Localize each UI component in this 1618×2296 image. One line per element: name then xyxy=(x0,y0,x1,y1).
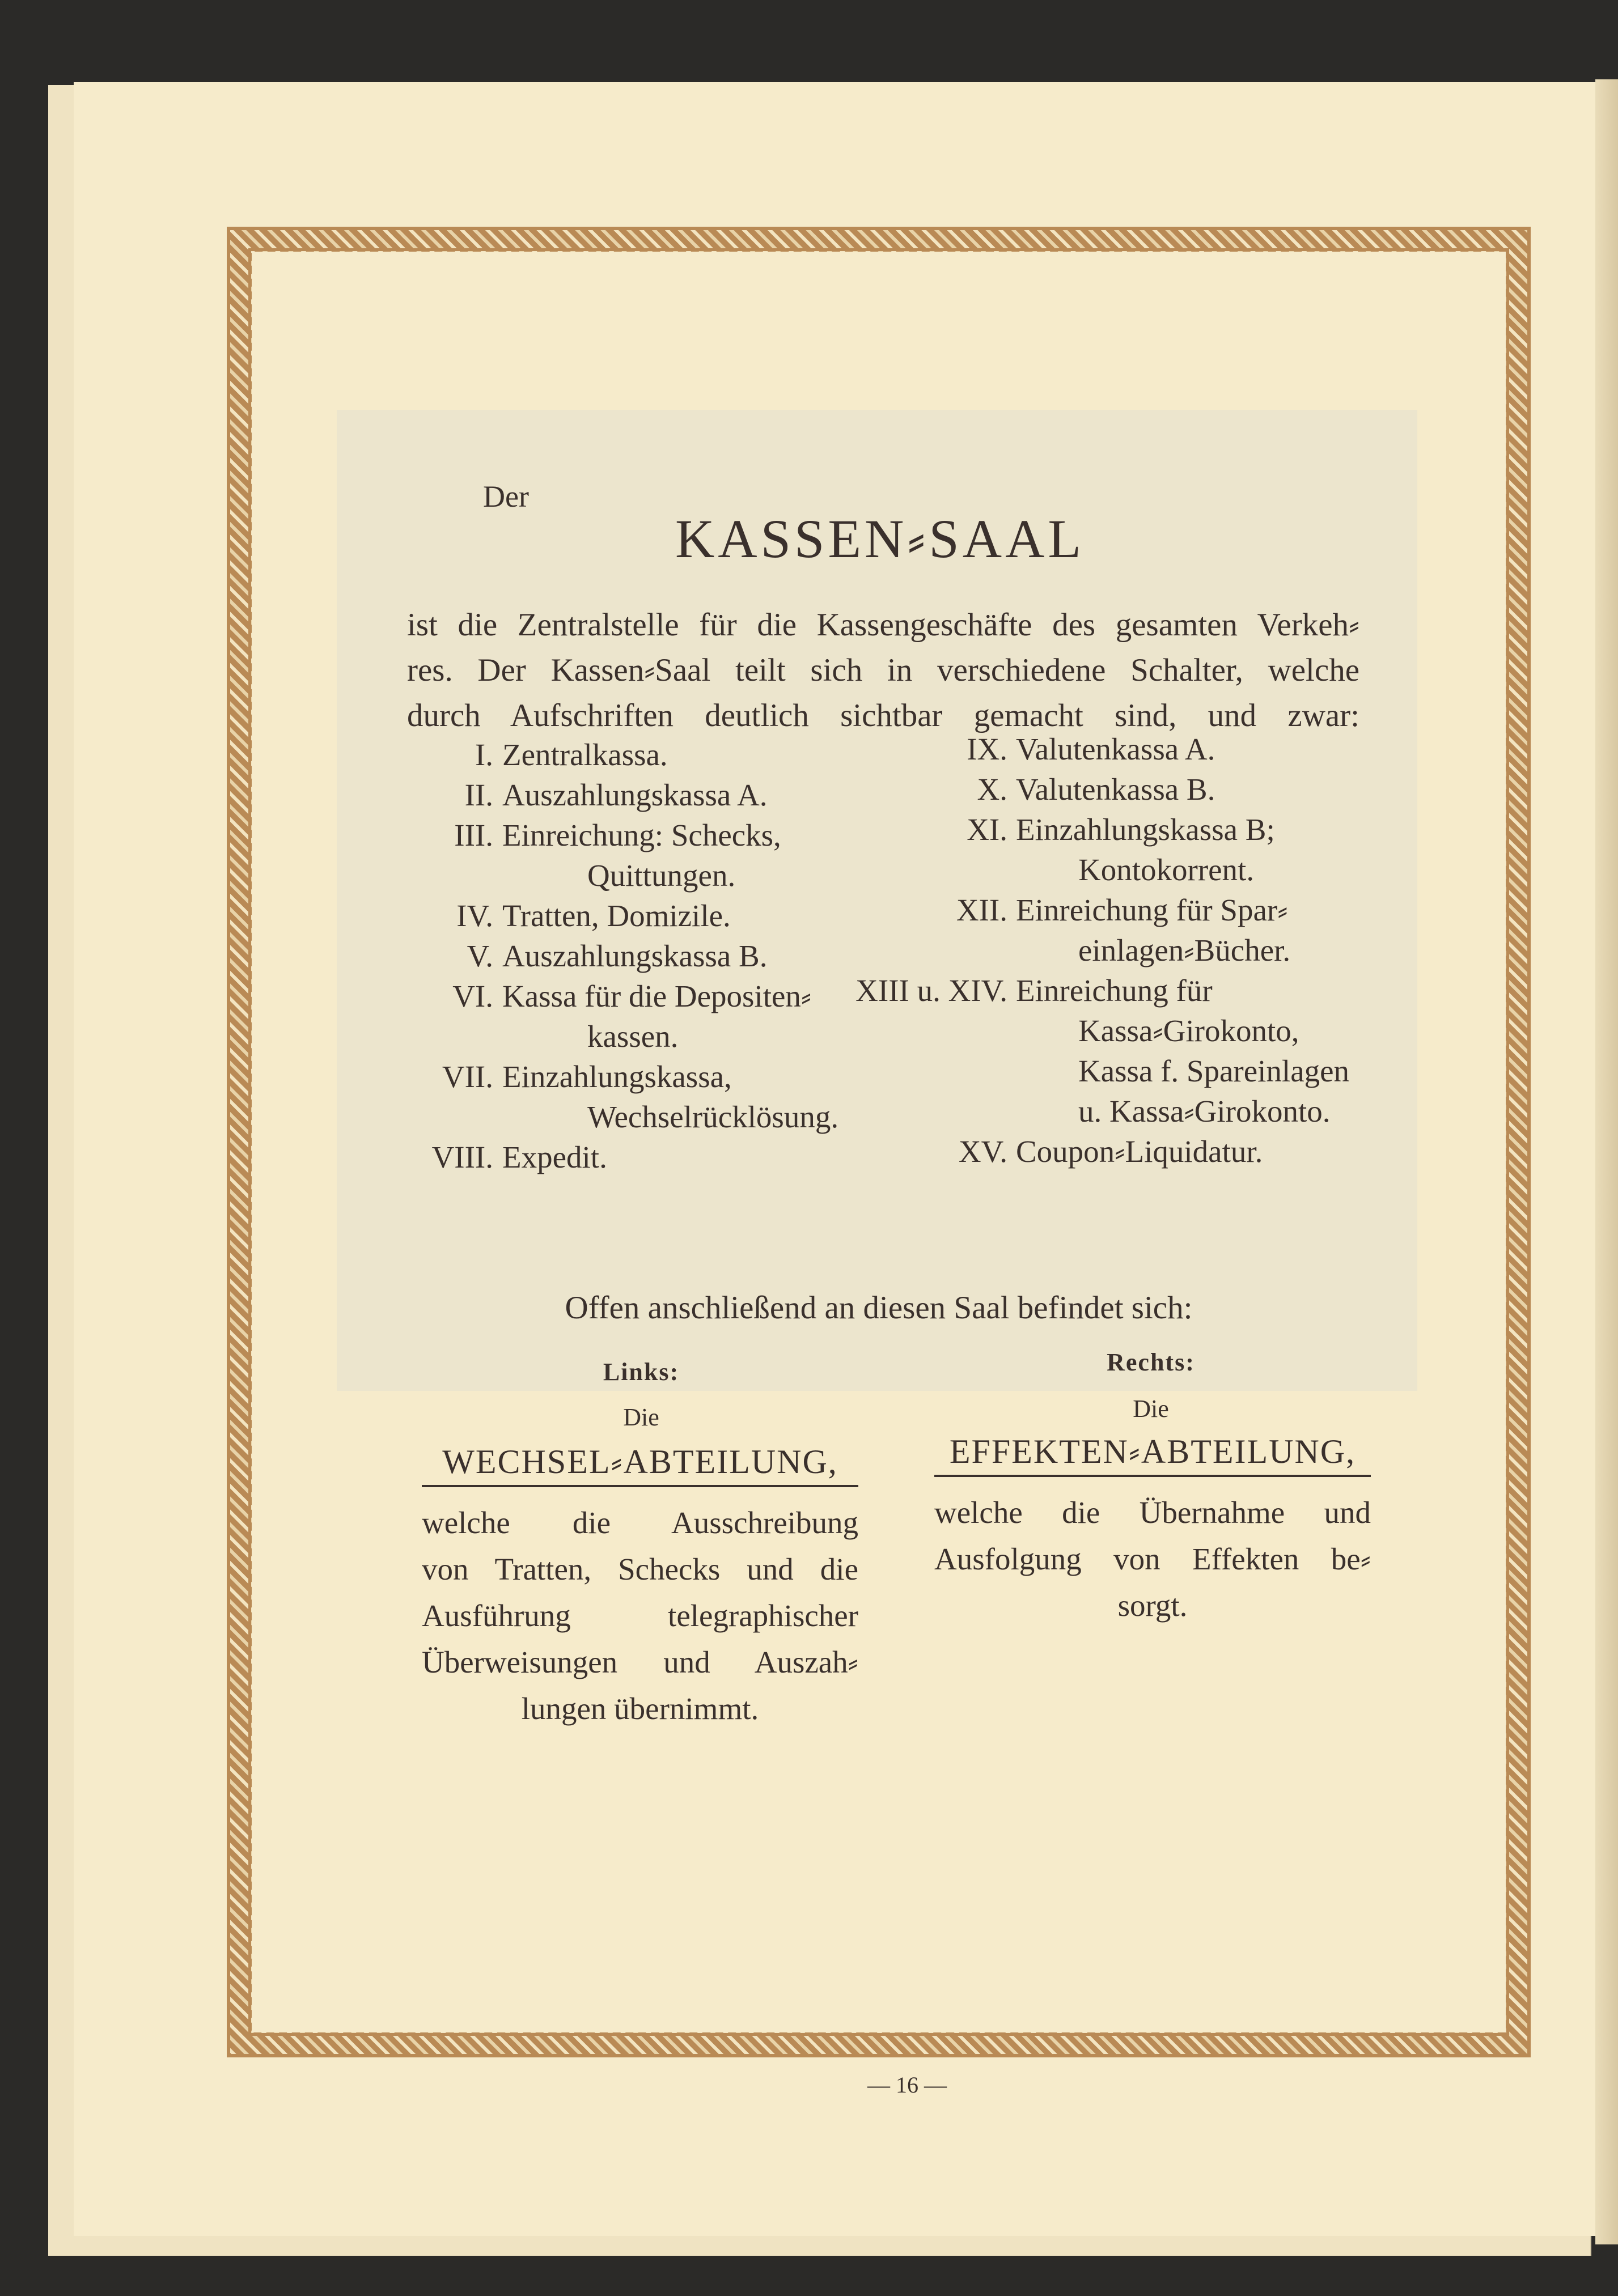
underline xyxy=(422,1485,858,1487)
effekten-abteilung-heading: EFFEKTEN⸗ABTEILUNG, xyxy=(949,1433,1356,1470)
list-numeral: X. xyxy=(977,772,1007,807)
list-item-text: Kontokorrent. xyxy=(1078,852,1255,887)
description-line: lungen übernimmt. xyxy=(521,1691,759,1726)
list-item-text: Quittungen. xyxy=(587,858,736,893)
list-numeral: VI. xyxy=(452,979,493,1013)
list-numeral: I. xyxy=(475,737,493,772)
intro-line: ist die Zentralstelle für die Kassengeschäfte des gesamten Verkeh⸗ xyxy=(407,607,1359,643)
list-item-text: Einreichung für Spar⸗ xyxy=(1016,893,1288,927)
right-die: Die xyxy=(1133,1395,1169,1423)
right-page-edge xyxy=(1595,79,1618,2244)
list-item-text: u. Kassa⸗Girokonto. xyxy=(1078,1094,1331,1128)
list-numeral: XI. xyxy=(967,812,1007,847)
list-item-text: Kassa f. Spareinlagen xyxy=(1078,1054,1350,1088)
list-item-text: Kassa⸗Girokonto, xyxy=(1078,1013,1299,1048)
intro-der: Der xyxy=(483,479,529,513)
description-line: Ausfolgung von Effekten be⸗ xyxy=(934,1542,1371,1576)
list-item-text: Valutenkassa A. xyxy=(1016,732,1215,766)
list-numeral: IV. xyxy=(456,898,493,933)
description-line: Ausführung telegraphischer xyxy=(422,1598,858,1633)
description-line: sorgt. xyxy=(1117,1588,1188,1623)
list-item-text: Valutenkassa B. xyxy=(1016,772,1215,807)
list-item-text: kassen. xyxy=(587,1019,679,1054)
list-item-text: Einreichung für xyxy=(1016,973,1213,1008)
list-item-text: einlagen⸗Bücher. xyxy=(1078,933,1291,967)
list-item-text: Tratten, Domizile. xyxy=(502,898,731,933)
list-numeral: XIII u. XIV. xyxy=(855,973,1007,1008)
description-line: von Tratten, Schecks und die xyxy=(422,1552,858,1586)
list-numeral: VII. xyxy=(442,1059,493,1094)
list-numeral: III. xyxy=(454,818,493,852)
underline xyxy=(934,1475,1371,1477)
description-line: Überweisungen und Auszah⸗ xyxy=(422,1645,858,1679)
description-line: welche die Ausschreibung xyxy=(422,1505,858,1540)
list-item-text: Einzahlungskassa, xyxy=(502,1059,732,1094)
list-numeral: V. xyxy=(467,939,493,973)
list-item-text: Auszahlungskassa A. xyxy=(502,778,768,812)
wechsel-abteilung-heading: WECHSEL⸗ABTEILUNG, xyxy=(442,1443,838,1480)
left-die: Die xyxy=(623,1403,659,1431)
list-item-text: Expedit. xyxy=(502,1140,607,1174)
page-number: — 16 — xyxy=(867,2072,947,2098)
list-numeral: XII. xyxy=(956,893,1007,927)
list-numeral: II. xyxy=(464,778,493,812)
right-side-label: Rechts: xyxy=(1107,1348,1195,1376)
list-item-text: Einreichung: Schecks, xyxy=(502,818,781,852)
list-item-text: Kassa für die Depositen⸗ xyxy=(502,979,812,1013)
intro-line: res. Der Kassen⸗Saal teilt sich in verschiedene Schalter, welche xyxy=(407,652,1359,688)
list-item-text: Coupon⸗Liquidatur. xyxy=(1016,1134,1263,1169)
adjacent-heading: Offen anschließend an diesen Saal befindet sich: xyxy=(565,1290,1193,1326)
list-numeral: XV. xyxy=(958,1134,1007,1169)
list-item-text: Wechselrücklösung. xyxy=(587,1100,839,1134)
intro-line: durch Aufschriften deutlich sichtbar gemacht sind, und zwar: xyxy=(407,698,1359,733)
list-numeral: VIII. xyxy=(431,1140,493,1174)
list-numeral: IX. xyxy=(967,732,1007,766)
list-item-text: Einzahlungskassa B; xyxy=(1016,812,1275,847)
description-line: welche die Übernahme und xyxy=(934,1495,1371,1530)
page-title: KASSEN⸗SAAL xyxy=(675,508,1085,569)
list-item-text: Zentralkassa. xyxy=(502,737,668,772)
list-item-text: Auszahlungskassa B. xyxy=(502,939,768,973)
left-side-label: Links: xyxy=(603,1358,680,1386)
